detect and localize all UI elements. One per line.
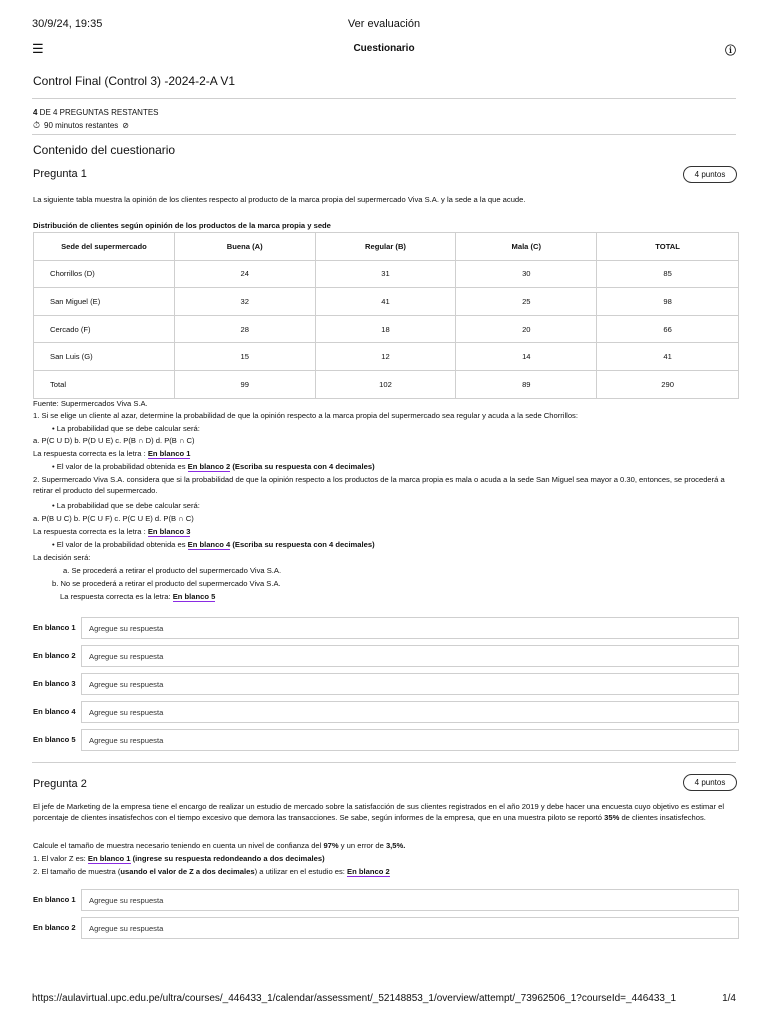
page-number: 1/4 [722, 993, 736, 1004]
prompt-note: (ingrese su respuesta redondeando a dos decimales) [130, 854, 325, 863]
q1-part-2-letter [33, 527, 740, 538]
time-remaining: 90 minutos restantes [44, 121, 119, 130]
table-header: TOTAL [597, 233, 739, 261]
prompt-text: La respuesta correcta es la letra: [60, 592, 173, 601]
prompt-text: La respuesta correcta es la letra : [33, 449, 148, 458]
remaining-text: DE 4 PREGUNTAS RESTANTES [37, 108, 159, 117]
answer-input-1[interactable]: Agregue su respuesta [81, 617, 739, 639]
question-2-intro [33, 802, 740, 823]
error-margin: 3,5%. [385, 841, 406, 850]
question-2-item-2 [33, 867, 740, 878]
divider [32, 762, 736, 763]
print-datetime: 30/9/24, 19:35 [32, 18, 103, 30]
question-1-intro: La siguiente tabla muestra la opinión de los clientes respecto al producto de la marca propia del supermercado Viva S.A. y la sede a la que acude. [33, 195, 526, 204]
section-title: Contenido del cuestionario [33, 143, 176, 157]
blank-label: En blanco 1 [33, 623, 76, 632]
table-caption: Distribución de clientes según opinión de los productos de la marca propia y sede [33, 221, 331, 230]
blank-ref-4: En blanco 4 [187, 540, 231, 549]
table-cell: 25 [456, 288, 597, 316]
table-header: Buena (A) [174, 233, 315, 261]
blank-label: En blanco 5 [33, 735, 76, 744]
blank-ref-2: En blanco 2 [187, 462, 231, 471]
intro-text: El jefe de Marketing de la empresa tiene el encargo de realizar un estudio de mercado sobre la satisfacción de sus clientes registrados en el año 2019 y debe hacer una encuesta cuyo objetivo es estimar el porcentaje de clientes insatisfechos con el tiempo excesivo que demora las transacciones. Se sabe, según informes de la empresa, que en una muestra piloto se reportó [33, 802, 725, 822]
table-cell: 41 [315, 288, 456, 316]
q2-blank-row-2 [33, 917, 739, 939]
table-cell: 15 [174, 343, 315, 371]
distribution-table [33, 232, 739, 399]
blank-row-1 [33, 617, 739, 639]
table-cell: 14 [456, 343, 597, 371]
info-icon[interactable]: ⓘ [725, 45, 736, 57]
hide-timer-icon[interactable]: ⊘ [122, 121, 129, 130]
blank-row-2 [33, 645, 739, 667]
prompt-note: (Escriba su respuesta con 4 decimales) [230, 462, 375, 471]
page-title: Cuestionario [353, 43, 415, 54]
table-cell: 99 [174, 370, 315, 398]
prompt-text: ) a utilizar en el estudio es: [254, 867, 348, 876]
table-cell: 98 [597, 288, 739, 316]
table-cell: 89 [456, 370, 597, 398]
q1-part-2-value [52, 540, 740, 551]
confidence-level: 97% [323, 841, 339, 850]
table-row [34, 288, 739, 316]
table-cell: 30 [456, 260, 597, 288]
table-cell: 66 [597, 315, 739, 343]
table-cell: 41 [597, 343, 739, 371]
prompt-bold: usando el valor de Z a dos decimales [120, 867, 255, 876]
table-row [34, 315, 739, 343]
q2-answer-input-2[interactable]: Agregue su respuesta [81, 917, 739, 939]
table-cell: 20 [456, 315, 597, 343]
blank-ref-5: En blanco 5 [172, 592, 216, 601]
blank-label: En blanco 4 [33, 707, 76, 716]
q2-blank-row-1 [33, 889, 739, 911]
print-header [32, 18, 736, 32]
table-cell: 290 [597, 370, 739, 398]
divider [32, 98, 736, 99]
prompt-text: 1. El valor Z es: [33, 854, 88, 863]
blank-ref-1: En blanco 1 [87, 854, 131, 863]
divider [32, 134, 736, 135]
print-title: Ver evaluación [347, 18, 421, 30]
q1-part-2: 2. Supermercado Viva S.A. considera que si la probabilidad de que la opinión respecto a los productos de la marca propia es mala o acuda a la sede San Miguel sea mayor a 0.30, entonces, se procederá a retirar el producto del supermercado. [33, 475, 725, 495]
q1-part-1-letter [33, 449, 740, 460]
table-cell: Cercado (F) [34, 315, 175, 343]
blank-ref-3: En blanco 3 [147, 527, 191, 536]
intro-text: de clientes insatisfechos. [619, 812, 706, 822]
table-cell: 102 [315, 370, 456, 398]
blank-ref-1: En blanco 1 [147, 449, 191, 458]
table-source: Fuente: Supermercados Viva S.A. [33, 399, 148, 408]
table-row [34, 343, 739, 371]
q1-decision-a: a. Se procederá a retirar el producto del supermercado Viva S.A. [63, 566, 282, 575]
prompt-text: 2. El tamaño de muestra ( [33, 867, 121, 876]
q1-part-1-calc: • La probabilidad que se debe calcular será: [52, 424, 200, 433]
q2-answer-input-1[interactable]: Agregue su respuesta [81, 889, 739, 911]
answer-input-5[interactable]: Agregue su respuesta [81, 729, 739, 751]
prompt-text: • El valor de la probabilidad obtenida es [52, 540, 188, 549]
q1-decision-b: b. No se procederá a retirar el producto del supermercado Viva S.A. [52, 579, 281, 588]
calc-text: Calcule el tamaño de muestra necesario teniendo en cuenta un nivel de confianza del [33, 841, 324, 850]
answer-input-3[interactable]: Agregue su respuesta [81, 673, 739, 695]
table-cell: Total [34, 370, 175, 398]
question-2-points: 4 puntos [683, 774, 737, 791]
blank-row-4 [33, 701, 739, 723]
table-cell: 85 [597, 260, 739, 288]
table-header: Regular (B) [315, 233, 456, 261]
table-header: Sede del supermercado [34, 233, 175, 261]
calc-text: y un error de [338, 841, 386, 850]
blank-ref-2: En blanco 2 [347, 867, 390, 876]
question-1-points: 4 puntos [683, 166, 737, 183]
questions-remaining [33, 108, 159, 117]
blank-label: En blanco 2 [33, 923, 76, 932]
table-header: Mala (C) [456, 233, 597, 261]
question-1-title: Pregunta 1 [33, 168, 87, 180]
blank-row-5 [33, 729, 739, 751]
top-bar [32, 40, 736, 60]
q1-part-2-options: a. P(B U C) b. P(C U F) c. P(C U E) d. P(B ∩ C) [33, 514, 194, 523]
table-cell: 28 [174, 315, 315, 343]
timer-icon: ⏱ [33, 120, 41, 130]
table-cell: San Miguel (E) [34, 288, 175, 316]
table-row [34, 370, 739, 398]
table-cell: 32 [174, 288, 315, 316]
blank-label: En blanco 1 [33, 895, 76, 904]
question-2-item-1 [33, 854, 740, 865]
table-row [34, 260, 739, 288]
question-2-title: Pregunta 2 [33, 778, 87, 790]
table-cell: 18 [315, 315, 456, 343]
pilot-percent: 35% [604, 812, 620, 822]
prompt-note: (Escriba su respuesta con 4 decimales) [230, 540, 375, 549]
blank-label: En blanco 2 [33, 651, 76, 660]
prompt-text: La respuesta correcta es la letra : [33, 527, 148, 536]
table-cell: Chorrillos (D) [34, 260, 175, 288]
timer [33, 120, 129, 131]
answer-input-4[interactable]: Agregue su respuesta [81, 701, 739, 723]
q1-decision-letter [60, 592, 740, 603]
blank-label: En blanco 3 [33, 679, 76, 688]
q1-part-1: 1. Si se elige un cliente al azar, determine la probabilidad de que la opinión respecto a la marca propia del supermercado sea regular y acuda a la sede Chorrillos: [33, 411, 578, 420]
answer-input-2[interactable]: Agregue su respuesta [81, 645, 739, 667]
table-cell: 31 [315, 260, 456, 288]
blank-row-3 [33, 673, 739, 695]
table-cell: San Luis (G) [34, 343, 175, 371]
print-url: https://aulavirtual.upc.edu.pe/ultra/courses/_446433_1/calendar/assessment/_52148853_1/overview/attempt/_73962506_1?courseId=_446433_1 [32, 993, 677, 1004]
quiz-title: Control Final (Control 3) -2024-2-A V1 [33, 74, 236, 88]
table-cell: 24 [174, 260, 315, 288]
q1-part-2-calc: • La probabilidad que se debe calcular será: [52, 501, 200, 510]
remaining-count: 4 [33, 108, 38, 117]
table-cell: 12 [315, 343, 456, 371]
q1-decision: La decisión será: [33, 553, 91, 562]
table-header-row [34, 233, 739, 261]
prompt-text: • El valor de la probabilidad obtenida es [52, 462, 188, 471]
q1-part-1-options: a. P(C U D) b. P(D U E) c. P(B ∩ D) d. P(B ∩ C) [33, 436, 195, 445]
q1-part-1-value [52, 462, 740, 473]
menu-icon[interactable]: ☰ [32, 41, 44, 56]
question-2-calc [33, 841, 740, 852]
